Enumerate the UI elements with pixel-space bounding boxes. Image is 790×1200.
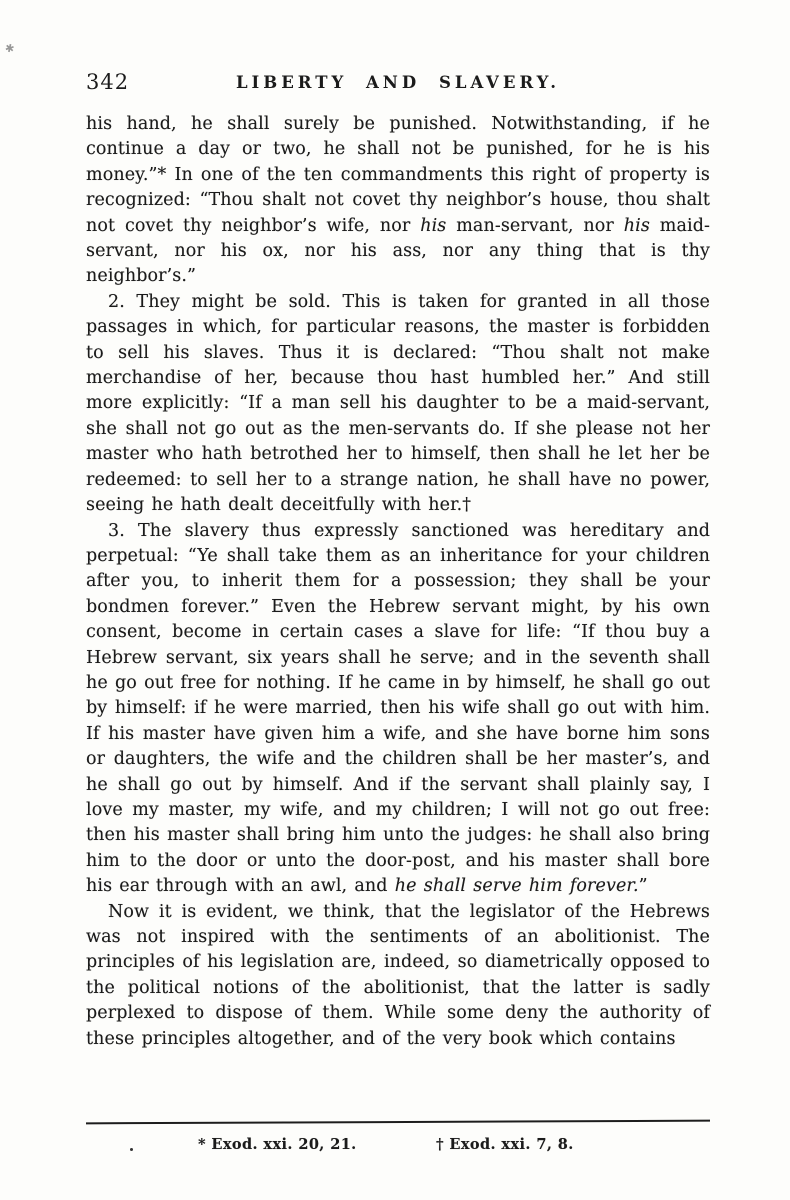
footnote-dagger: † Exod. xxi. 7, 8. [436,1136,574,1153]
paragraph-continuation [86,112,710,290]
page-number: 342 [86,70,130,94]
running-head-title: LIBERTY AND SLAVERY. [235,73,561,92]
italic-run: his [420,215,447,236]
paragraph-item-2 [86,290,710,519]
footnotes [86,1136,710,1160]
page-header [86,70,710,102]
text-run: man-servant, nor [446,215,624,236]
footnote-asterisk: * Exod. xxi. 20, 21. [198,1136,357,1153]
text-run: his hand, he shall surely be punished. Notwithstanding, if he continue a day or two, he shall not be punished, for he is his money.”* In one of the ten commandments this right of property is recognized: “Thou shalt not covet thy neighbor’s house, thou shalt not covet thy neighbor’s wife, nor [86,114,710,236]
text-run: 3. The slavery thus expressly sanctioned was hereditary and perpetual: “Ye shall take them as an inheritance for your children after you, to inherit them for a possession; they shall be your bondmen forever.” Even the Hebrew servant might, by his own consent, become in certain cases a slave for life: “If thou buy a Hebrew servant, six years shall he serve; and in the seventh shall he go out free for nothing. If he came in by himself, he shall go out by himself: if he were married, then his wife shall go out with him. If his master have given him a wife, and she have borne him sons or daughters, the wife and the children shall be her master’s, and he shall go out by himself. And if the servant shall plainly say, I love my master, my wife, and my children; I will not go out free: then his master shall bring him unto the judges: he shall also bring him to the door or unto the door-post, and his master shall bore his ear through with an awl, and [86,520,710,897]
text-run: ” [638,876,648,897]
scan-artifact-dot [130,1148,133,1151]
text-run: 2. They might be sold. This is taken for granted in all those passages in which, for particular reasons, the master is forbidden to sell his slaves. Thus it is declared: “Thou shalt not make merchandise of her, because thou hast humbled her.” And still more explicitly: “If a man sell his daughter to be a maid-servant, she shall not go out as the men-servants do. If she please not her master who hath betrothed her to himself, then shall he let her be redeemed: to sell her to a strange nation, he shall have no power, seeing he hath dealt deceitfully with her.† [86,291,710,516]
footnote-divider-rule [86,1120,710,1125]
italic-run: his [623,215,650,236]
paragraph-conclusion [86,900,710,1052]
text-run: Now it is evident, we think, that the legislator of the Hebrews was not inspired with the sentiments of an abolitionist. The principles of his legislation are, indeed, so diametrically opposed to the political notions of the abolitionist, that the latter is sadly perplexed to dispose of them. While some deny the authority of these principles altogether, and of the very book which contains [86,901,710,1049]
text-run: maid-servant, nor his ox, nor his ass, nor any thing that is thy neighbor’s.” [86,215,711,287]
paragraph-item-3 [86,519,710,900]
italic-run: he shall serve him forever. [394,876,639,897]
text-column [86,112,710,1052]
scan-artifact-speck: ✱ [3,41,16,56]
